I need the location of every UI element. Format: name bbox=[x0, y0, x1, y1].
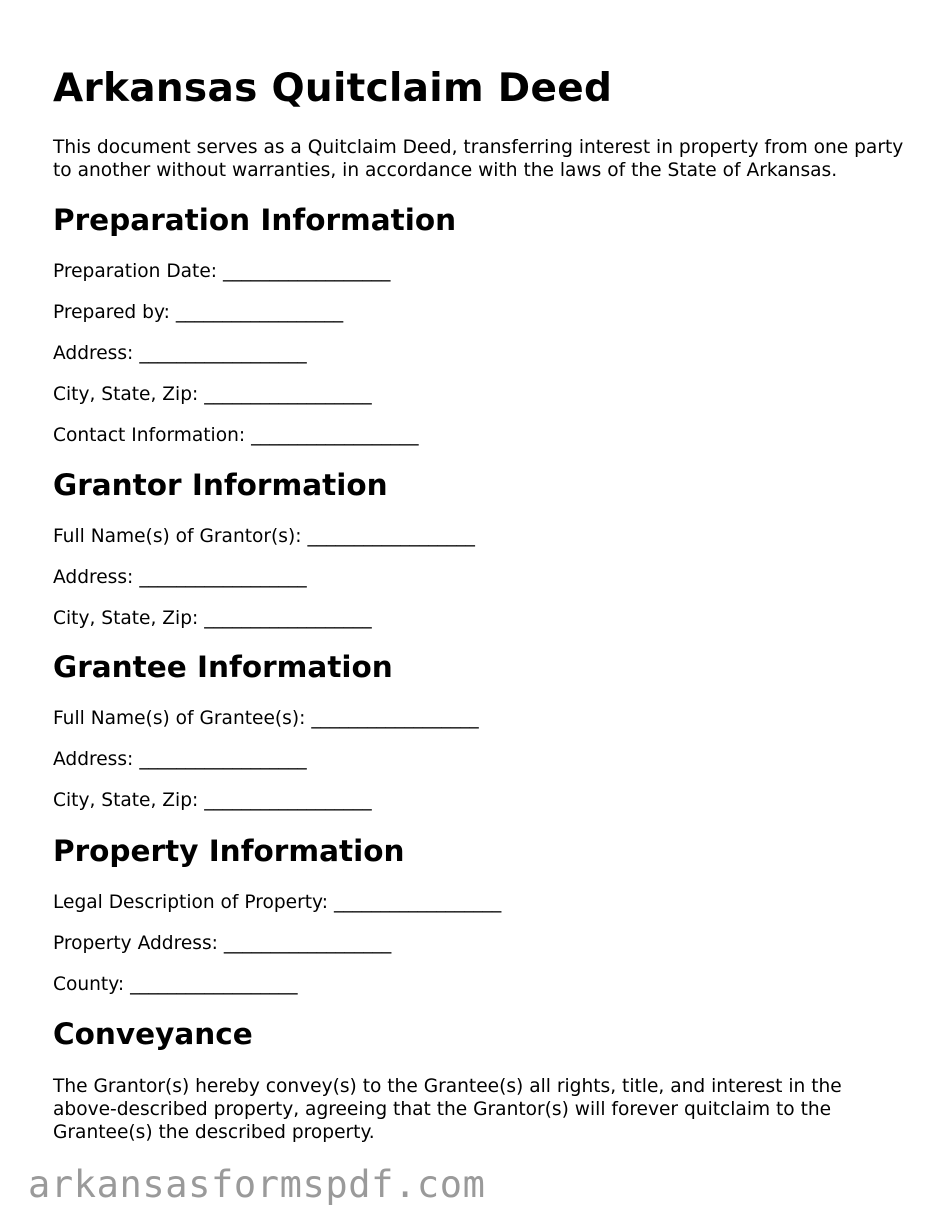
legal-description-field bbox=[53, 892, 501, 913]
fill-in-blank[interactable]: __________________ bbox=[311, 708, 479, 729]
preparer-city-state-zip-field bbox=[53, 384, 372, 405]
fill-in-blank[interactable]: __________________ bbox=[139, 749, 307, 770]
grantor-heading: Grantor Information bbox=[53, 468, 388, 502]
document-title: Arkansas Quitclaim Deed bbox=[53, 66, 613, 111]
contact-information-field bbox=[53, 425, 419, 446]
field-label: City, State, Zip: bbox=[53, 384, 199, 405]
fill-in-blank[interactable]: __________________ bbox=[307, 526, 475, 547]
field-label: Prepared by: bbox=[53, 302, 170, 323]
property-address-field bbox=[53, 933, 391, 954]
conveyance-paragraph: The Grantor(s) hereby convey(s) to the Grantee(s) all rights, title, and interest in the above-described property, agreeing that the Grantor(s) will forever quitclaim to the Grantee(s) the described property. bbox=[53, 1076, 842, 1143]
field-label: Address: bbox=[53, 343, 134, 364]
grantor-city-state-zip-field bbox=[53, 608, 372, 629]
grantor-name-field bbox=[53, 526, 475, 547]
preparation-date-field bbox=[53, 261, 390, 282]
field-label: Contact Information: bbox=[53, 425, 246, 446]
grantee-city-state-zip-field bbox=[53, 790, 372, 811]
field-label: Legal Description of Property: bbox=[53, 892, 328, 913]
fill-in-blank[interactable]: __________________ bbox=[223, 261, 391, 282]
preparer-address-field bbox=[53, 343, 307, 364]
grantee-address-field bbox=[53, 749, 307, 770]
fill-in-blank[interactable]: __________________ bbox=[130, 974, 298, 995]
property-heading: Property Information bbox=[53, 834, 405, 868]
fill-in-blank[interactable]: __________________ bbox=[204, 608, 372, 629]
field-label: City, State, Zip: bbox=[53, 608, 199, 629]
field-label: Preparation Date: bbox=[53, 261, 218, 282]
field-label: County: bbox=[53, 974, 125, 995]
fill-in-blank[interactable]: __________________ bbox=[204, 790, 372, 811]
fill-in-blank[interactable]: __________________ bbox=[139, 567, 307, 588]
conveyance-heading: Conveyance bbox=[53, 1017, 253, 1051]
watermark: arkansasformspdf.com bbox=[28, 1163, 486, 1206]
fill-in-blank[interactable]: __________________ bbox=[251, 425, 419, 446]
fill-in-blank[interactable]: __________________ bbox=[333, 892, 502, 913]
county-field bbox=[53, 974, 297, 995]
intro-paragraph: This document serves as a Quitclaim Deed, transferring interest in property from one party to another without warranties, in accordance with the laws of the State of Arkansas. bbox=[53, 137, 904, 181]
fill-in-blank[interactable]: __________________ bbox=[204, 384, 372, 405]
field-label: Full Name(s) of Grantor(s): bbox=[53, 526, 302, 547]
field-label: City, State, Zip: bbox=[53, 790, 199, 811]
preparation-heading: Preparation Information bbox=[53, 203, 457, 237]
grantee-name-field bbox=[53, 708, 479, 729]
fill-in-blank[interactable]: __________________ bbox=[175, 302, 344, 323]
fill-in-blank[interactable]: __________________ bbox=[139, 343, 307, 364]
prepared-by-field bbox=[53, 302, 343, 323]
field-label: Address: bbox=[53, 567, 134, 588]
field-label: Property Address: bbox=[53, 933, 218, 954]
grantor-address-field bbox=[53, 567, 307, 588]
grantee-heading: Grantee Information bbox=[53, 650, 393, 684]
field-label: Address: bbox=[53, 749, 134, 770]
field-label: Full Name(s) of Grantee(s): bbox=[53, 708, 306, 729]
fill-in-blank[interactable]: __________________ bbox=[223, 933, 392, 954]
